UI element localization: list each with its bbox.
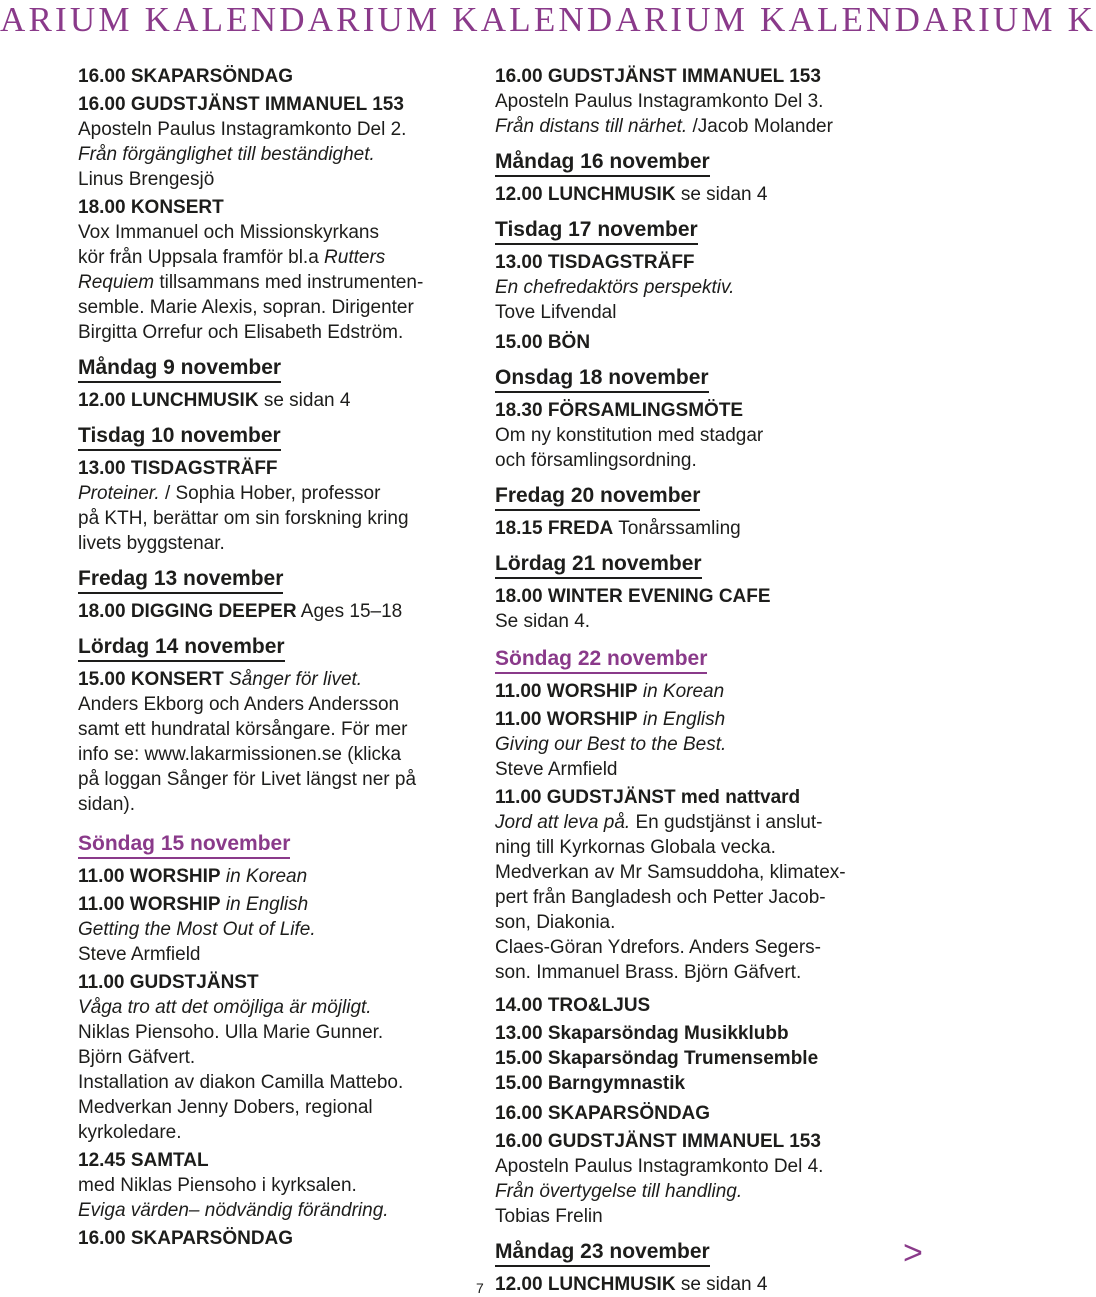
event-title: 18.30 FÖRSAMLINGSMÖTE bbox=[495, 400, 744, 421]
event-title: 16.00 SKAPARSÖNDAG bbox=[78, 66, 294, 87]
event-text: Se sidan 4. bbox=[495, 611, 591, 632]
event: 11.00 WORSHIP in Korean bbox=[78, 866, 308, 887]
event bbox=[495, 398, 890, 473]
event-title: 15.00 Skaparsöndag Trumensemble bbox=[495, 1048, 819, 1069]
event-title: 11.00 GUDSTJÄNST med nattvard bbox=[495, 787, 801, 808]
event: 18.00 DIGGING DEEPER Ages 15–18 bbox=[78, 601, 403, 622]
event bbox=[495, 1129, 890, 1229]
event-title: 11.00 GUDSTJÄNST bbox=[78, 972, 259, 993]
event-title: 15.00 KONSERT Sånger för livet. bbox=[78, 669, 363, 690]
event-title: 16.00 GUDSTJÄNST IMMANUEL 153 bbox=[495, 1131, 821, 1152]
event-text: kyrkoledare. bbox=[78, 1122, 182, 1143]
event-text: Linus Brengesjö bbox=[78, 169, 215, 190]
event-title: 15.00 Barngymnastik bbox=[495, 1073, 686, 1094]
event-text: Steve Armfield bbox=[78, 944, 201, 965]
event-text: Tobias Frelin bbox=[495, 1206, 603, 1227]
event-text: pert från Bangladesh och Petter Jacob- bbox=[495, 887, 826, 908]
event-title: 15.00 BÖN bbox=[495, 332, 591, 353]
event-text: Tove Lifvendal bbox=[495, 302, 617, 323]
left-column bbox=[78, 64, 473, 1251]
day-heading: Onsdag 18 november bbox=[495, 365, 890, 393]
event-text: Requiem tillsammans med instrumenten- bbox=[78, 272, 424, 293]
event: 18.15 FREDA Tonårssamling bbox=[495, 518, 741, 539]
event bbox=[78, 1148, 473, 1223]
event-text: Medverkan av Mr Samsuddoha, klimatex- bbox=[495, 862, 846, 883]
day-heading: Måndag 9 november bbox=[78, 355, 473, 383]
event bbox=[78, 667, 473, 817]
event-text: Jord att leva på. En gudstjänst i anslut- bbox=[495, 812, 823, 833]
event-text: samt ett hundratal körsångare. För mer bbox=[78, 719, 408, 740]
event-text: Niklas Piensoho. Ulla Marie Gunner. bbox=[78, 1022, 384, 1043]
event-text: Våga tro att det omöjliga är möjligt. bbox=[78, 997, 372, 1018]
event-text: på KTH, berättar om sin forskning kring bbox=[78, 508, 409, 529]
event-text: kör från Uppsala framför bl.a Rutters bbox=[78, 247, 386, 268]
event-title: 14.00 TRO&LJUS bbox=[495, 995, 651, 1016]
event-text: semble. Marie Alexis, sopran. Dirigenter bbox=[78, 297, 414, 318]
event-text: En chefredaktörs perspektiv. bbox=[495, 277, 735, 298]
event-text: Getting the Most Out of Life. bbox=[78, 919, 316, 940]
day-heading: Söndag 15 november bbox=[78, 831, 473, 859]
event-title: 18.00 KONSERT bbox=[78, 197, 224, 218]
event-text: Anders Ekborg och Anders Andersson bbox=[78, 694, 400, 715]
event bbox=[495, 707, 890, 782]
day-heading: Måndag 23 november bbox=[495, 1239, 890, 1267]
event-title: 12.45 SAMTAL bbox=[78, 1150, 209, 1171]
event-text: son. Immanuel Brass. Björn Gäfvert. bbox=[495, 962, 802, 983]
event-title: 13.00 TISDAGSTRÄFF bbox=[495, 252, 695, 273]
event-text: Eviga värden– nödvändig förändring. bbox=[78, 1200, 389, 1221]
event: 11.00 WORSHIP in Korean bbox=[495, 681, 725, 702]
event bbox=[78, 970, 473, 1145]
event-text: Björn Gäfvert. bbox=[78, 1047, 196, 1068]
event-text: Från övertygelse till handling. bbox=[495, 1181, 743, 1202]
event-text: Aposteln Paulus Instagramkonto Del 4. bbox=[495, 1156, 824, 1177]
event-text: Installation av diakon Camilla Mattebo. bbox=[78, 1072, 404, 1093]
day-heading: Fredag 13 november bbox=[78, 566, 473, 594]
event bbox=[78, 456, 473, 556]
event-text: Om ny konstitution med stadgar bbox=[495, 425, 764, 446]
event-title: 13.00 TISDAGSTRÄFF bbox=[78, 458, 278, 479]
day-heading: Tisdag 10 november bbox=[78, 423, 473, 451]
next-page-arrow-icon[interactable]: > bbox=[903, 1234, 923, 1272]
day-heading: Fredag 20 november bbox=[495, 483, 890, 511]
event-text: Steve Armfield bbox=[495, 759, 618, 780]
event-title: 13.00 Skaparsöndag Musikklubb bbox=[495, 1023, 789, 1044]
event-text: son, Diakonia. bbox=[495, 912, 616, 933]
event-text: sidan). bbox=[78, 794, 136, 815]
event-text: ning till Kyrkornas Globala vecka. bbox=[495, 837, 776, 858]
event-title: 16.00 SKAPARSÖNDAG bbox=[78, 1228, 294, 1249]
event-text: Från distans till närhet. /Jacob Molander bbox=[495, 116, 833, 137]
event bbox=[495, 785, 890, 985]
event-text: Medverkan Jenny Dobers, regional bbox=[78, 1097, 373, 1118]
day-heading: Lördag 21 november bbox=[495, 551, 890, 579]
day-heading: Måndag 16 november bbox=[495, 149, 890, 177]
event-text: info se: www.lakarmissionen.se (klicka bbox=[78, 744, 402, 765]
event-text: Proteiner. / Sophia Hober, professor bbox=[78, 483, 381, 504]
event-text: Giving our Best to the Best. bbox=[495, 734, 727, 755]
event-title: 11.00 WORSHIP in English bbox=[78, 894, 309, 915]
event bbox=[78, 195, 473, 345]
event-text: Birgitta Orrefur och Elisabeth Edström. bbox=[78, 322, 404, 343]
event bbox=[495, 250, 890, 325]
right-column bbox=[495, 64, 890, 1297]
event-text: Claes-Göran Ydrefors. Anders Segers- bbox=[495, 937, 821, 958]
event-text: med Niklas Piensoho i kyrksalen. bbox=[78, 1175, 357, 1196]
page-number: 7 bbox=[476, 1280, 484, 1296]
event bbox=[78, 92, 473, 192]
event: 12.00 LUNCHMUSIK se sidan 4 bbox=[495, 184, 768, 205]
event-text: på loggan Sånger för Livet längst ner på bbox=[78, 769, 417, 790]
event: 12.00 LUNCHMUSIK se sidan 4 bbox=[495, 1274, 768, 1295]
event-text: Aposteln Paulus Instagramkonto Del 3. bbox=[495, 91, 824, 112]
event-text: Från förgänglighet till beständighet. bbox=[78, 144, 375, 165]
event-title: 18.00 WINTER EVENING CAFE bbox=[495, 586, 771, 607]
kalendarium-banner: ARIUM KALENDARIUM KALENDARIUM KALENDARIUM K bbox=[0, 0, 1096, 39]
day-heading: Söndag 22 november bbox=[495, 646, 890, 674]
event-title: 16.00 GUDSTJÄNST IMMANUEL 153 bbox=[78, 94, 404, 115]
event-text: Aposteln Paulus Instagramkonto Del 2. bbox=[78, 119, 407, 140]
event bbox=[78, 892, 473, 967]
event bbox=[495, 64, 890, 139]
event-title: 16.00 GUDSTJÄNST IMMANUEL 153 bbox=[495, 66, 821, 87]
event-title: 16.00 SKAPARSÖNDAG bbox=[495, 1103, 711, 1124]
event-text: Vox Immanuel och Missionskyrkans bbox=[78, 222, 379, 243]
event-text: och församlingsordning. bbox=[495, 450, 697, 471]
event bbox=[495, 584, 890, 634]
event-title: 11.00 WORSHIP in English bbox=[495, 709, 726, 730]
event: 12.00 LUNCHMUSIK se sidan 4 bbox=[78, 390, 351, 411]
day-heading: Tisdag 17 november bbox=[495, 217, 890, 245]
day-heading: Lördag 14 november bbox=[78, 634, 473, 662]
event-text: livets byggstenar. bbox=[78, 533, 225, 554]
